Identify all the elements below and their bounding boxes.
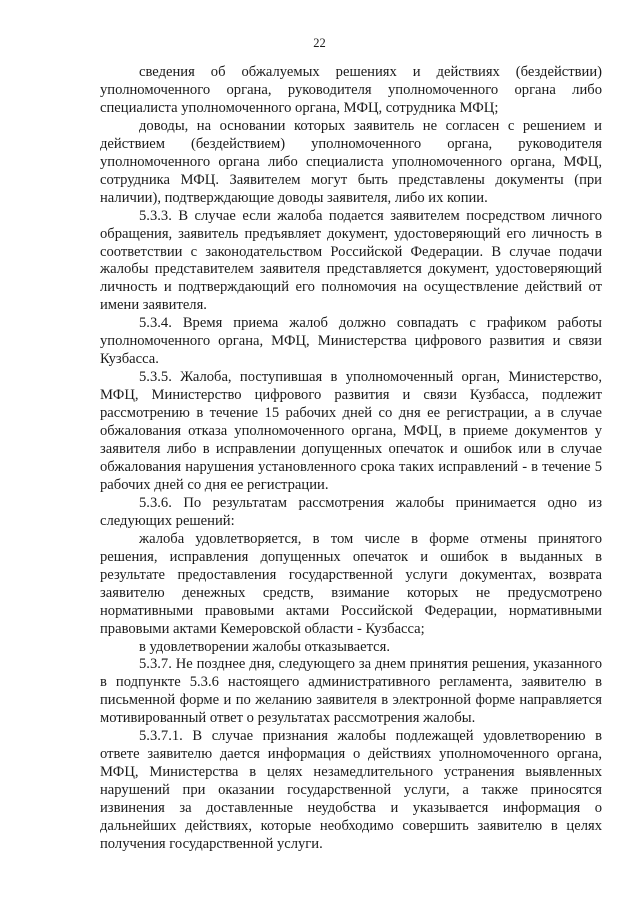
paragraph-5-3-4: 5.3.4. Время приема жалоб должно совпадать с графиком работы уполномоченного органа, МФЦ, Министерства цифрового развития и связи Кузбасса. bbox=[100, 315, 602, 368]
page-number: 22 bbox=[313, 36, 326, 50]
paragraph-complaint-arguments: доводы, на основании которых заявитель не согласен с решением и действием (бездействием) уполномоченного органа, руководителя уполномоченного органа либо специалиста уполномоченного органа, МФЦ, сотрудника МФЦ. Заявителем могут быть представлены документы (при наличии), подтверждающие доводы заявителя, либо их копии. bbox=[100, 117, 602, 206]
paragraph-5-3-7: 5.3.7. Не позднее дня, следующего за днем принятия решения, указанного в подпункте 5.3.6 настоящего административного регламента, заявителю в письменной форме и по желанию заявителя в электронной форме направляется мотивированный ответ о результатах рассмотрения жалобы. bbox=[100, 656, 602, 727]
paragraph-5-3-3: 5.3.3. В случае если жалоба подается заявителем посредством личного обращения, заявитель предъявляет документ, удостоверяющий его личность в соответствии с законодательством Российской Федерации. В случае подачи жалобы представителем заявителя представляется документ, удостоверяющий личность и подтверждающий его полномочия на осуществление действий от имени заявителя. bbox=[100, 207, 602, 314]
paragraph-5-3-6: 5.3.6. По результатам рассмотрения жалобы принимается одно из следующих решений: bbox=[100, 494, 602, 529]
paragraph-5-3-7-1: 5.3.7.1. В случае признания жалобы подлежащей удовлетворению в ответе заявителю дается информация о действиях уполномоченного органа, МФЦ, Министерства в целях незамедлительного устранения выявленных нарушений при оказании государственной услуги, а также приносятся извинения за доставленные неудобства и указывается информация о дальнейших действиях, которые необходимо совершить заявителю в целях получения государственной услуги. bbox=[100, 728, 602, 852]
paragraph-complaint-satisfied: жалоба удовлетворяется, в том числе в форме отмены принятого решения, исправления допущенных опечаток и ошибок в выданных в результате предоставления государственной услуги документах, возврата заявителю денежных средств, взимание которых не предусмотрено нормативными правовыми актами Российской Федерации, нормативными правовыми актами Кемеровской области - Кузбасса; bbox=[100, 530, 602, 637]
paragraph-complaint-info: сведения об обжалуемых решениях и действиях (бездействии) уполномоченного органа, руководителя уполномоченного органа либо специалиста уполномоченного органа, МФЦ, сотрудника МФЦ; bbox=[100, 64, 602, 116]
document-body bbox=[100, 64, 602, 854]
paragraph-5-3-5: 5.3.5. Жалоба, поступившая в уполномоченный орган, Министерство, МФЦ, Министерство цифрового развития и связи Кузбасса, подлежит рассмотрению в течение 15 рабочих дней со дня ее регистрации, а в случае обжалования отказа уполномоченного органа, МФЦ, в приеме документов у заявителя либо в исправлении допущенных опечаток и ошибок или в случае обжалования нарушения установленного срока таких исправлений - в течение 5 рабочих дней со дня ее регистрации. bbox=[100, 369, 602, 493]
paragraph-complaint-rejected: в удовлетворении жалобы отказывается. bbox=[139, 638, 391, 655]
